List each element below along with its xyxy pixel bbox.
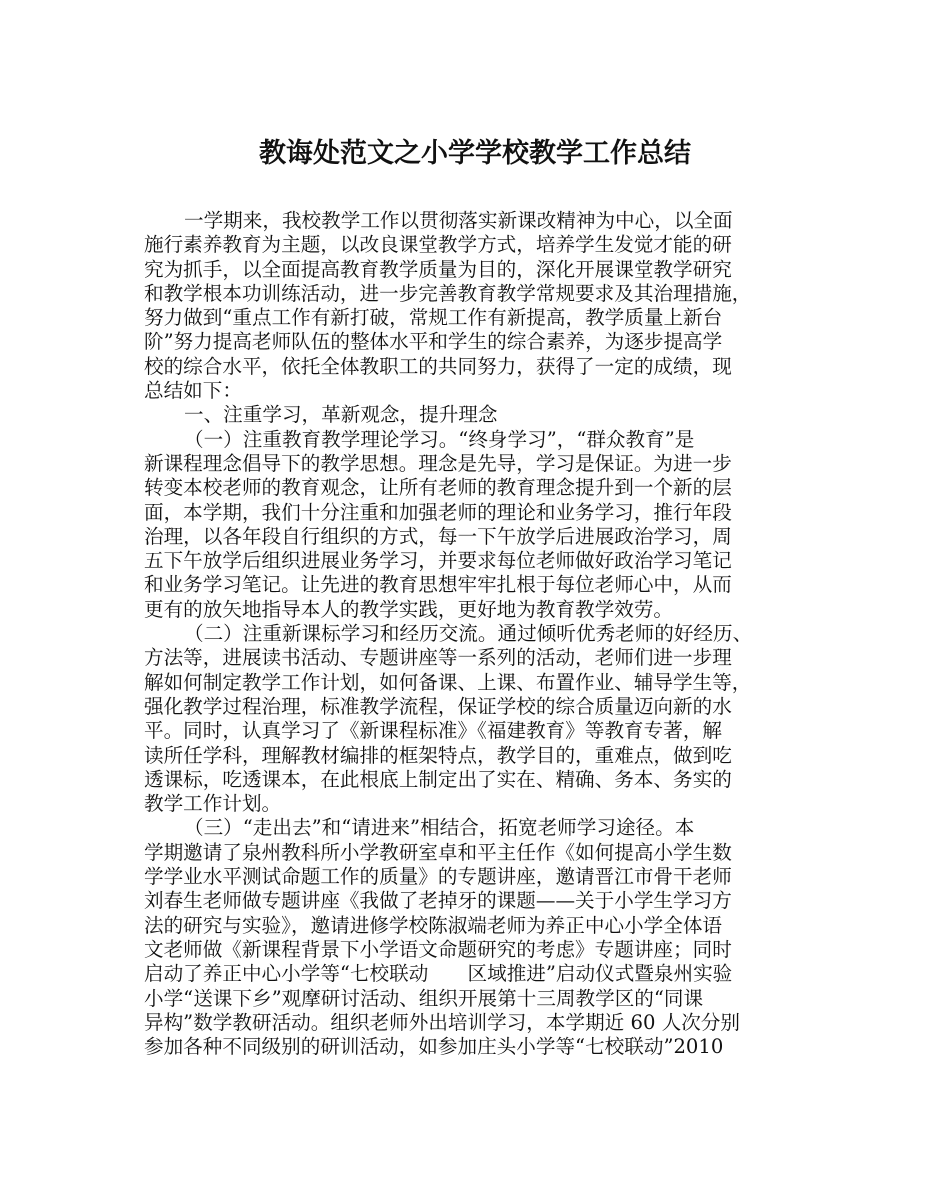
text-line: 转变本校老师的教育观念，让所有老师的教育理念提升到一个新的层 <box>144 476 732 500</box>
text-line: 方法等，进展读书活动、专题讲座等一系列的活动，老师们进一步理 <box>144 646 732 670</box>
text-line: 努力做到“重点工作有新打破，常规工作有新提高，教学质量上新台 <box>144 306 723 330</box>
text-line: 平。同时，认真学习了《新课程标准》《福建教育》等教育专著，解 <box>144 719 723 743</box>
text-line: 一学期来，我校教学工作以贯彻落实新课改精神为中心，以全面 <box>184 209 733 232</box>
text-line: 学学业水平测试命题工作的质量》的专题讲座，邀请晋江市骨干老师 <box>144 865 732 889</box>
document-title: 教诲处范文之小学学校教学工作总结 <box>259 138 691 169</box>
text-line: 阶”努力提高老师队伍的整体水平和学生的综合素养，为逐步提高学 <box>144 330 723 354</box>
text-line: 刘春生老师做专题讲座《我做了老掉牙的课题——关于小学生学习方 <box>144 889 732 913</box>
document-body <box>144 209 804 1059</box>
text-line: 文老师做《新课程背景下小学语文命题研究的考虑》专题讲座；同时 <box>144 937 732 961</box>
text-line: 面，本学期，我们十分注重和加强老师的理论和业务学习，推行年段 <box>144 500 732 524</box>
text-line: 和业务学习笔记。让先进的教育思想牢牢扎根于每位老师心中，从而 <box>144 573 732 597</box>
text-line: 究为抓手，以全面提高教育教学质量为目的，深化开展课堂教学研究 <box>144 257 732 281</box>
text-line: 法的研究与实验》，邀请进修学校陈淑端老师为养正中心小学全体语 <box>144 913 723 937</box>
text-line: 参加各种不同级别的研训活动，如参加庄头小学等“七校联动”2010 <box>144 1035 724 1059</box>
text-line: 和教学根本功训练活动，进一步完善教育教学常规要求及其治理措施， <box>144 281 752 305</box>
text-line: 五下午放学后组织进展业务学习，并要求每位老师做好政治学习笔记 <box>144 549 732 573</box>
text-line: 启动了养正中心小学等“七校联动 区域推进”启动仪式暨泉州实验 <box>144 962 733 986</box>
text-line: 透课标，吃透课本，在此根底上制定出了实在、精确、务本、务实的 <box>144 767 732 791</box>
text-line: 学期邀请了泉州教科所小学教研室卓和平主任作《如何提高小学生数 <box>144 840 732 864</box>
text-line: 新课程理念倡导下的教学思想。理念是先导，学习是保证。为进一步 <box>144 451 732 475</box>
text-line: （三）“走出去”和“请进来”相结合，拓宽老师学习途径。本 <box>184 816 695 840</box>
text-line: 更有的放矢地指导本人的教学实践，更好地为教育教学效劳。 <box>144 597 674 621</box>
text-line: 教学工作计划。 <box>144 792 282 816</box>
text-line: 一、注重学习，革新观念，提升理念 <box>184 403 498 427</box>
text-line: 小学“送课下乡”观摩研讨活动、组织开展第十三周教学区的“同课 <box>144 986 704 1010</box>
text-line: 读所任学科，理解教材编排的框架特点，教学目的，重难点，做到吃 <box>144 743 732 767</box>
text-line: 强化教学过程治理，标准教学流程，保证学校的综合质量迈向新的水 <box>144 694 732 718</box>
text-line: 解如何制定教学工作计划，如何备课、上课、布置作业、辅导学生等， <box>144 670 752 694</box>
text-line: 施行素养教育为主题，以改良课堂教学方式，培养学生发觉才能的研 <box>144 233 732 257</box>
text-line: 总结如下： <box>144 379 242 403</box>
text-line: （二）注重新课标学习和经历交流。通过倾听优秀老师的好经历、 <box>184 622 753 646</box>
text-line: 校的综合水平，依托全体教职工的共同努力，获得了一定的成绩，现 <box>144 354 732 378</box>
text-line: （一）注重教育教学理论学习。“终身学习”，“群众教育”是 <box>184 427 695 451</box>
text-line: 治理，以各年段自行组织的方式，每一下午放学后进展政治学习，周 <box>144 524 732 548</box>
text-line: 异构”数学教研活动。组织老师外出培训学习，本学期近 60 人次分别 <box>144 1010 741 1034</box>
